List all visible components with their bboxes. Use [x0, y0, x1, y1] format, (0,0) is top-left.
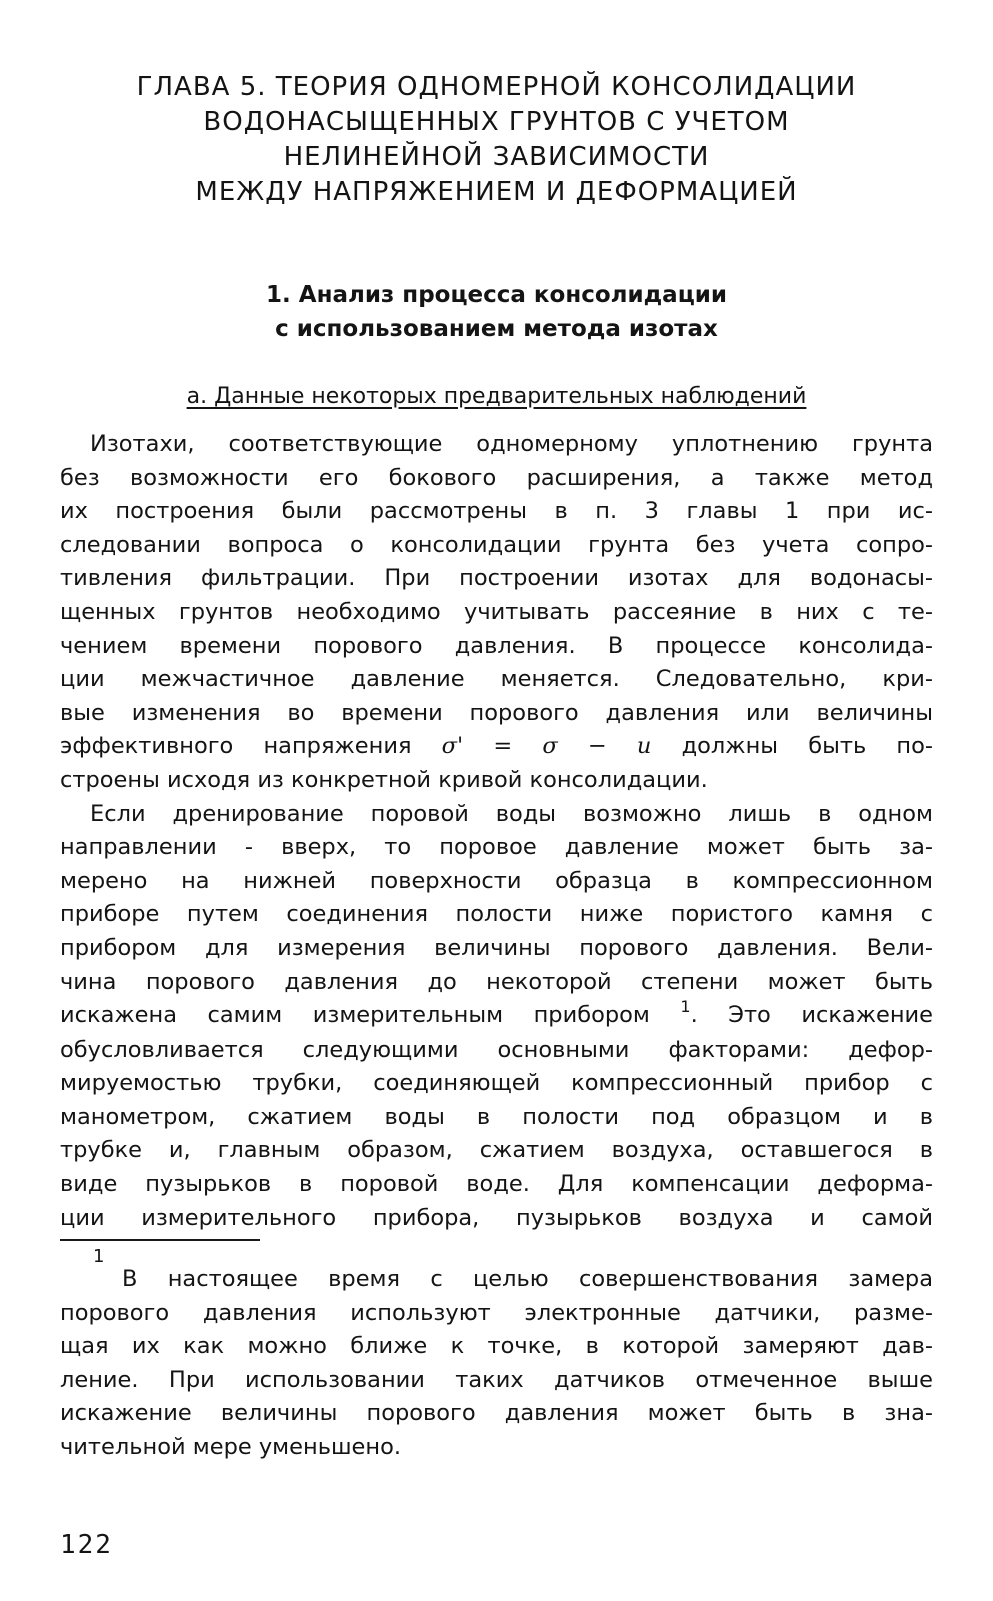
chapter-title — [60, 70, 933, 210]
subsection-title-text: а. Данные некоторых предварительных наблюдений — [186, 384, 807, 409]
text-line: мируемостью трубки, соединяющей компрессионный прибор с — [60, 1070, 933, 1097]
subsection-title — [60, 382, 933, 412]
text-line: приборе путем соединения полости ниже пористого камня с — [60, 901, 933, 928]
paragraph — [60, 428, 933, 798]
text-fragment: искажена самим измерительным прибором — [60, 1002, 650, 1029]
text-line: виде пузырьков в поровой воде. Для компенсации деформа- — [60, 1171, 933, 1198]
text-line: мерено на нижней поверхности образца в компрессионном — [60, 867, 933, 894]
footnote-reference — [680, 999, 933, 1029]
text-line: строены исходя из конкретной кривой консолидации. — [60, 766, 708, 793]
footnote-line: искажение величины порового давления может быть в зна- — [60, 1400, 933, 1427]
text-line: чением времени порового давления. В процессе консолида- — [60, 632, 933, 659]
text-line: трубке и, главным образом, сжатием воздуха, оставшегося в — [60, 1137, 933, 1164]
footnote-line: порового давления используют электронные датчики, разме- — [60, 1299, 933, 1326]
footnote-divider — [60, 1239, 260, 1241]
section-title-line: 1. Анализ процесса консолидации — [266, 282, 727, 308]
text-line: чина порового давления до некоторой степени может быть — [60, 968, 933, 995]
chapter-title-line: ГЛАВА 5. ТЕОРИЯ ОДНОМЕРНОЙ КОНСОЛИДАЦИИ — [136, 72, 857, 102]
footnote-marker: 1 — [93, 1246, 105, 1267]
footnote-line: ление. При использовании таких датчиков отмеченное выше — [60, 1366, 933, 1393]
effective-stress-formula: σ' = σ − u — [441, 733, 652, 760]
footnote-line: чительной мере уменьшено. — [60, 1433, 402, 1460]
text-line — [60, 730, 933, 764]
text-fragment: эффективного напряжения — [60, 733, 412, 760]
text-line: вые изменения во времени порового давления или величины — [60, 699, 933, 726]
chapter-title-line: ВОДОНАСЫЩЕННЫХ ГРУНТОВ С УЧЕТОМ — [203, 107, 790, 137]
section-title — [60, 278, 933, 346]
text-line: без возможности его бокового расширения, а также метод — [60, 464, 933, 491]
text-line: прибором для измерения величины порового давления. Вели- — [60, 934, 933, 961]
footnote — [60, 1263, 933, 1465]
text-fragment: . Это искажение — [690, 1002, 933, 1029]
body-text — [60, 428, 933, 1235]
chapter-title-line: НЕЛИНЕЙНОЙ ЗАВИСИМОСТИ — [283, 142, 710, 172]
text-line: обусловливается следующими основными факторами: дефор- — [60, 1036, 933, 1063]
text-line: Изотахи, соответствующие одномерному уплотнению грунта — [90, 431, 933, 457]
text-line: ции межчастичное давление меняется. Следовательно, кри- — [60, 666, 933, 693]
text-line: манометром, сжатием воды в полости под образцом и в — [60, 1103, 933, 1130]
text-line: Если дренирование поровой воды возможно лишь в одном — [90, 800, 933, 827]
text-line: их построения были рассмотрены в п. 3 главы 1 при ис- — [60, 498, 933, 525]
text-line: щенных грунтов необходимо учитывать рассеяние в них с те- — [60, 598, 933, 625]
text-line — [60, 999, 933, 1034]
section-title-line: с использованием метода изотах — [275, 316, 718, 342]
footnote-line: щая их как можно ближе к точке, в которой замеряют дав- — [60, 1333, 933, 1360]
paragraph — [60, 798, 933, 1236]
text-line: направлении - вверх, то поровое давление может быть за- — [60, 834, 933, 861]
text-line: следовании вопроса о консолидации грунта без учета сопро- — [60, 531, 933, 558]
footnote-ref-marker: 1 — [680, 999, 691, 1017]
text-line: ции измерительного прибора, пузырьков воздуха и самой — [60, 1204, 933, 1231]
text-line: тивления фильтрации. При построении изотах для водонасы- — [60, 565, 933, 592]
text-fragment: должны быть по- — [681, 733, 933, 760]
page-number: 122 — [60, 1530, 113, 1560]
chapter-title-line: МЕЖДУ НАПРЯЖЕНИЕМ И ДЕФОРМАЦИЕЙ — [195, 177, 798, 207]
footnote-line: В настоящее время с целью совершенствования замера — [122, 1266, 933, 1292]
